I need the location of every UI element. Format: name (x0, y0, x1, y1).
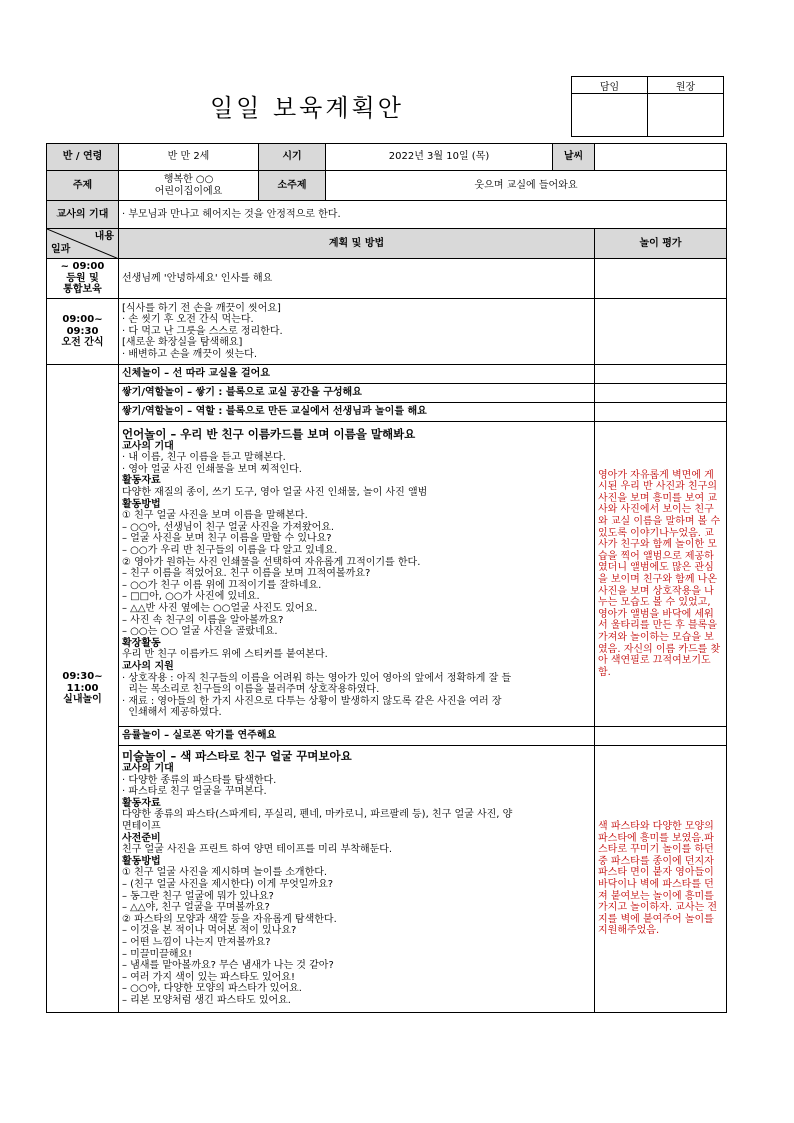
role-eval[interactable] (595, 403, 727, 422)
sign-header-teacher: 담임 (572, 77, 648, 94)
section-subheading: 활동자료 (122, 475, 161, 487)
header-time: 일과 (51, 244, 71, 256)
plan-line: – ○○가 우리 반 친구들의 이름을 다 알고 있네요. (122, 545, 338, 557)
section-subheading: 활동자료 (122, 797, 161, 809)
plan-line: – ○○아, 선생님이 친구 얼굴 사진을 가져왔어요. (122, 521, 335, 533)
plan-line: ① 친구 얼굴 사진을 보며 이름을 말해본다. (122, 510, 308, 522)
role-play: 쌓기/역할놀이 – 역할 : 블록으로 만든 교실에서 선생님과 놀이를 해요 (119, 403, 595, 422)
language-play-title: 언어놀이 – 우리 반 친구 이름카드를 보며 이름을 말해봐요 (122, 427, 416, 442)
plan-line: – 여러 가지 색이 있는 파스타도 있어요! (122, 971, 295, 983)
snack-eval[interactable] (595, 299, 727, 365)
music-eval[interactable] (595, 727, 727, 746)
expectation-value: · 부모님과 만나고 헤어지는 것을 안정적으로 한다. (119, 201, 727, 229)
theme-label: 주제 (47, 171, 119, 201)
sign-header-director: 원장 (648, 77, 724, 94)
arrival-eval[interactable] (595, 259, 727, 299)
section-subheading: 교사의 기대 (122, 763, 174, 775)
plan-line: ② 파스타의 모양과 색깔 등을 자유롭게 탐색한다. (122, 913, 337, 925)
plan-line: – ○○가 친구 이름 위에 끄적이기를 잘하네요. (122, 579, 322, 591)
plan-line: · 내 이름, 친구 이름을 듣고 말해본다. (122, 452, 286, 464)
section-subheading: 교사의 기대 (122, 440, 174, 452)
snack-line: · 다 먹고 난 그릇을 스스로 정리한다. (122, 325, 283, 337)
plan-line: – 얼굴 사진을 보며 친구 이름을 말할 수 있나요? (122, 533, 332, 545)
plan-line: – 친구 이름을 적었어요. 친구 이름을 보며 끄적여볼까요? (122, 568, 371, 580)
plan-line: – 사진 속 친구의 이름을 알아볼까요? (122, 614, 284, 626)
subtheme-label: 소주제 (259, 171, 326, 201)
art-play (119, 746, 595, 1013)
header-eval: 놀이 평가 (595, 229, 727, 259)
plan-line: – 이것을 본 적이나 먹어본 적이 있나요? (122, 925, 297, 937)
music-play: 음률놀이 – 실로폰 악기를 연주해요 (119, 727, 595, 746)
plan-line: 다양한 종류의 파스타(스파게티, 푸실리, 펜네, 마카로니, 파르팔레 등), 친구 얼굴 사진, 양 (122, 809, 513, 821)
section-subheading: 확장활동 (122, 637, 161, 649)
indoor-time-2: 실내놀이 (63, 694, 102, 706)
snack-line: · 배변하고 손을 깨끗이 씻는다. (122, 348, 257, 360)
section-subheading: 활동방법 (122, 498, 161, 510)
section-subheading: 사전준비 (122, 832, 161, 844)
plan-line: 면테이프 (122, 821, 161, 833)
arrival-time (47, 259, 119, 299)
plan-line: – 리본 모양처럼 생긴 파스타도 있어요. (122, 994, 291, 1006)
theme-line-1: 행복한 ○○ (163, 173, 214, 185)
snack-line: · 손 씻기 후 오전 간식 먹는다. (122, 314, 254, 326)
plan-line: – ○○야, 다양한 모양의 파스타가 있어요. (122, 983, 302, 995)
plan-line: – 냄새를 맡아볼까요? 무슨 냄새가 나는 것 같아? (122, 960, 334, 972)
arrival-plan: 선생님께 '안녕하세요' 인사를 해요 (119, 259, 595, 299)
snack-time-1: 09:00~ 09:30 (62, 314, 107, 337)
section-subheading: 활동방법 (122, 855, 161, 867)
plan-line: ② 영아가 원하는 사진 인쇄물을 선택하여 자유롭게 끄적이기를 한다. (122, 556, 421, 568)
plan-line: 친구 얼굴 사진을 프린트 하여 양면 테이프를 미리 부착해둔다. (122, 844, 393, 856)
art-play-title: 미술놀이 – 색 파스타로 친구 얼굴 꾸며보아요 (122, 749, 352, 764)
subtheme-value: 웃으며 교실에 들어와요 (326, 171, 727, 201)
plan-table (46, 143, 727, 1013)
sign-cell-director[interactable] (648, 94, 724, 137)
plan-line: ① 친구 얼굴 사진을 제시하며 놀이를 소개한다. (122, 867, 328, 879)
language-play-lines (122, 441, 591, 719)
snack-time-2: 오전 간식 (61, 337, 104, 349)
physical-play: 신체놀이 – 선 따라 교실을 걸어요 (119, 365, 595, 384)
plan-line: · 영아 얼굴 사진 인쇄물을 보며 찌적인다. (122, 463, 302, 475)
section-subheading: 교사의 지원 (122, 660, 174, 672)
art-play-lines (122, 763, 591, 1006)
snack-time (47, 299, 119, 365)
plan-line: · 재료 : 영아들의 한 가지 사진으로 다투는 상황이 발생하지 않도록 같은 사진을 여러 장 (122, 695, 502, 707)
language-play (119, 422, 595, 727)
header-diagonal-cell (47, 229, 119, 259)
block-eval[interactable] (595, 384, 727, 403)
class-label: 반 / 연령 (47, 144, 119, 171)
weather-label: 날씨 (553, 144, 595, 171)
sign-cell-teacher[interactable] (572, 94, 648, 137)
plan-line: 다양한 재질의 종이, 쓰기 도구, 영아 얼굴 사진 인쇄물, 놀이 사진 앨범 (122, 487, 428, 499)
date-value: 2022년 3월 10일 (목) (326, 144, 553, 171)
plan-line: – ○○는 ○○ 얼굴 사진을 골랐네요. (122, 626, 278, 638)
language-eval: 영아가 자유롭게 벽면에 게시된 우리 반 사진과 친구의 사진을 보며 흥미를 보여 교사와 사진에서 보이는 친구와 교실 이름을 말하며 볼 수 있도록 이야기나누었음. 교사가 친구와 함께 놀이한 모습을 찍어 앨범으로 제공하였더니 앨범에도 많은 관심을 보이며 친구와 함께 나온 사진을 보며 상호작용을 나누는 모습도 볼 수 있었고, 영아가 앨범을 바닥에 세워서 울타리를 만든 후 블록을 가져와 놀이하는 모습을 보였음. 자신의 이름 카드를 찾아 색연필로 끄적여보기도 함. (595, 422, 727, 727)
approval-box (571, 76, 724, 137)
arrival-time-1: ~ 09:00 (60, 261, 105, 273)
plan-line: – 동그란 친구 얼굴에 뭐가 있나요? (122, 890, 274, 902)
indoor-time (47, 365, 119, 1013)
header-content: 내용 (94, 231, 114, 242)
theme-line-2: 어린이집이에요 (154, 185, 223, 197)
snack-plan (119, 299, 595, 365)
physical-eval[interactable] (595, 365, 727, 384)
expectation-label: 교사의 기대 (47, 201, 119, 229)
arrival-time-3: 통합보육 (63, 284, 102, 296)
class-value: 반 만 2세 (119, 144, 259, 171)
plan-line: – △△야, 친구 얼굴을 꾸며볼까요? (122, 902, 270, 914)
snack-line: [새로운 화장실을 탐색해요] (122, 337, 243, 349)
plan-line: – (친구 얼굴 사진을 제시한다) 이게 무엇일까요? (122, 879, 334, 890)
plan-line: · 파스타로 친구 얼굴을 꾸며본다. (122, 786, 267, 798)
plan-line: 리는 목소리로 친구들의 이름을 불러주며 상호작용하였다. (122, 684, 380, 696)
arrival-time-2: 등원 및 (66, 272, 99, 284)
art-eval: 색 파스타와 다양한 모양의 파스타에 흥미를 보였음.파스타로 꾸미기 놀이를 하던 중 파스타를 종이에 던지자 파스타 면이 붙자 영아들이 바닥이나 벽에 파스타를 던져 붙여보는 놀이에 흥미를 가지고 놀이하자. 교사는 전지를 벽에 붙여주어 놀이를 지원해주었음. (595, 746, 727, 1013)
snack-line: [식사를 하기 전 손을 깨끗이 씻어요] (122, 302, 281, 314)
page-title: 일일 보육계획안 (210, 94, 404, 122)
plan-line: – △△반 사진 옆에는 ○○얼굴 사진도 있어요. (122, 602, 318, 614)
weather-value[interactable] (595, 144, 727, 171)
plan-line: · 상호작용 : 아직 친구들의 이름을 어려워 하는 영아가 있어 영아의 앞에서 정확하게 잘 들 (122, 672, 512, 684)
plan-line: 인쇄해서 제공하였다. (122, 707, 222, 719)
plan-line: 우리 반 친구 이름카드 위에 스티커를 붙여본다. (122, 649, 328, 661)
plan-line: – □□아, ○○가 사진에 있네요. (122, 591, 260, 603)
theme-value (119, 171, 259, 201)
header-plan: 계획 및 방법 (119, 229, 595, 259)
block-play: 쌓기/역할놀이 – 쌓기 : 블록으로 교실 공간을 구성해요 (119, 384, 595, 403)
plan-line: – 미끌미끌해요! (122, 948, 193, 960)
date-label: 시기 (259, 144, 326, 171)
plan-line: – 어떤 느낌이 나는지 만져볼까요? (122, 936, 271, 948)
indoor-time-1: 09:30~ 11:00 (62, 671, 107, 694)
plan-line: · 다양한 종류의 파스타를 탐색한다. (122, 774, 277, 786)
